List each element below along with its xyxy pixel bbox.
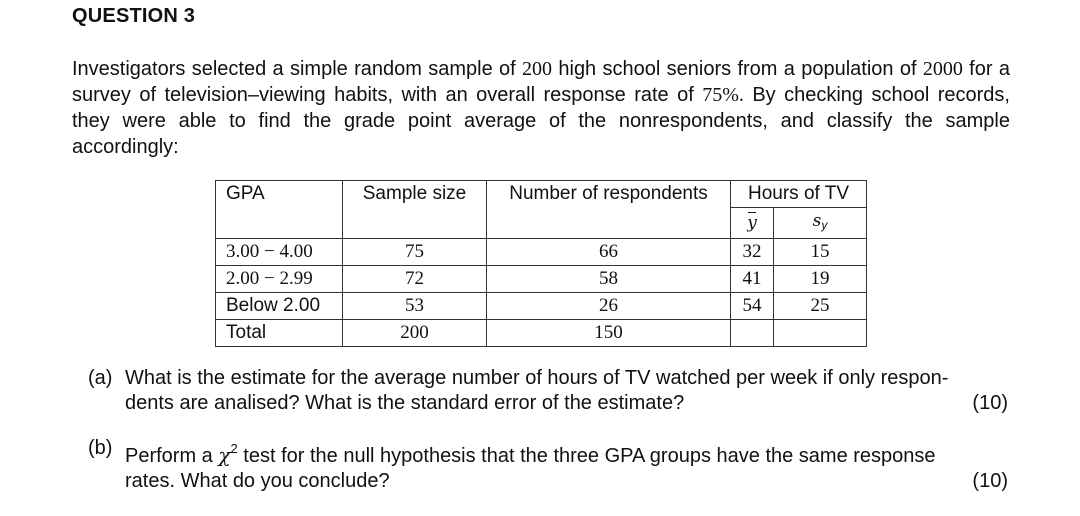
subheader-empty-cell bbox=[343, 208, 487, 239]
table-row bbox=[216, 266, 867, 293]
row-gpa: 3.00 − 4.00 bbox=[216, 239, 343, 266]
chi-symbol: χ bbox=[218, 443, 231, 467]
part-a-line2-row bbox=[125, 391, 1008, 416]
row-respondents: 58 bbox=[487, 266, 731, 293]
header-hours-of-tv: Hours of TV bbox=[731, 181, 867, 208]
row-ybar: 32 bbox=[731, 239, 774, 266]
question-heading: QUESTION 3 bbox=[72, 5, 196, 27]
intro-text-3: for a survey of television–viewing habits, with an overall response rate of bbox=[72, 58, 1010, 106]
table-row bbox=[216, 293, 867, 320]
row-respondents: 26 bbox=[487, 293, 731, 320]
table-row bbox=[216, 239, 867, 266]
question-part-a bbox=[88, 366, 1008, 416]
header-respondents: Number of respondents bbox=[487, 181, 731, 208]
row-gpa: 2.00 − 2.99 bbox=[216, 266, 343, 293]
s-symbol: s bbox=[812, 211, 822, 231]
row-sy: 19 bbox=[774, 266, 867, 293]
row-respondents: 150 bbox=[487, 320, 731, 347]
row-size: 75 bbox=[343, 239, 487, 266]
row-sy bbox=[774, 320, 867, 347]
part-a-line1: What is the estimate for the average number of hours of TV watched per week if only respon- bbox=[125, 367, 949, 389]
intro-text-4: By checking school records, they were able to find the grade point average of the nonrespondents, and classify the sample accordingly: bbox=[72, 84, 1010, 158]
part-b-label: (b) bbox=[88, 437, 113, 459]
part-a-marks: (10) bbox=[972, 392, 1008, 414]
intro-text-1: Investigators selected a simple random sample of bbox=[72, 58, 523, 80]
header-sample-size: Sample size bbox=[343, 181, 487, 208]
subheader-empty-cell bbox=[216, 208, 343, 239]
response-rate-value: 75%. bbox=[702, 84, 744, 106]
row-sy: 15 bbox=[774, 239, 867, 266]
row-ybar: 54 bbox=[731, 293, 774, 320]
row-sy: 25 bbox=[774, 293, 867, 320]
row-gpa: Below 2.00 bbox=[216, 293, 343, 320]
row-size: 200 bbox=[343, 320, 487, 347]
s-subscript: y bbox=[821, 218, 828, 232]
intro-text-2: high school seniors from a population of bbox=[552, 58, 923, 80]
part-b-line1-post: test for the null hypothesis that the three GPA groups have the same response bbox=[237, 445, 936, 467]
row-ybar: 41 bbox=[731, 266, 774, 293]
table-header-row bbox=[216, 181, 867, 208]
header-ybar bbox=[731, 208, 774, 239]
question-part-b bbox=[88, 436, 1008, 494]
sample-size-value: 200 bbox=[522, 58, 553, 80]
part-b-line1 bbox=[125, 436, 1008, 469]
header-gpa: GPA bbox=[216, 181, 343, 208]
chi-superscript: 2 bbox=[230, 441, 238, 456]
part-a-label: (a) bbox=[88, 367, 113, 389]
row-ybar bbox=[731, 320, 774, 347]
part-b-marks: (10) bbox=[972, 470, 1008, 492]
table-row-total bbox=[216, 320, 867, 347]
row-respondents: 66 bbox=[487, 239, 731, 266]
part-a-line2: dents are analised? What is the standard error of the estimate? bbox=[125, 392, 685, 414]
row-size: 53 bbox=[343, 293, 487, 320]
row-size: 72 bbox=[343, 266, 487, 293]
part-b-line2-row bbox=[125, 469, 1008, 494]
part-b-line2: rates. What do you conclude? bbox=[125, 470, 390, 492]
ybar-symbol: y bbox=[747, 210, 757, 236]
header-sy bbox=[774, 208, 867, 239]
population-size-value: 2000 bbox=[922, 58, 963, 80]
row-gpa: Total bbox=[216, 320, 343, 347]
gpa-table bbox=[215, 180, 867, 347]
table-subheader-row bbox=[216, 208, 867, 239]
part-b-line1-pre: Perform a bbox=[125, 445, 219, 467]
question-intro bbox=[72, 56, 1010, 160]
subheader-empty-cell bbox=[487, 208, 731, 239]
